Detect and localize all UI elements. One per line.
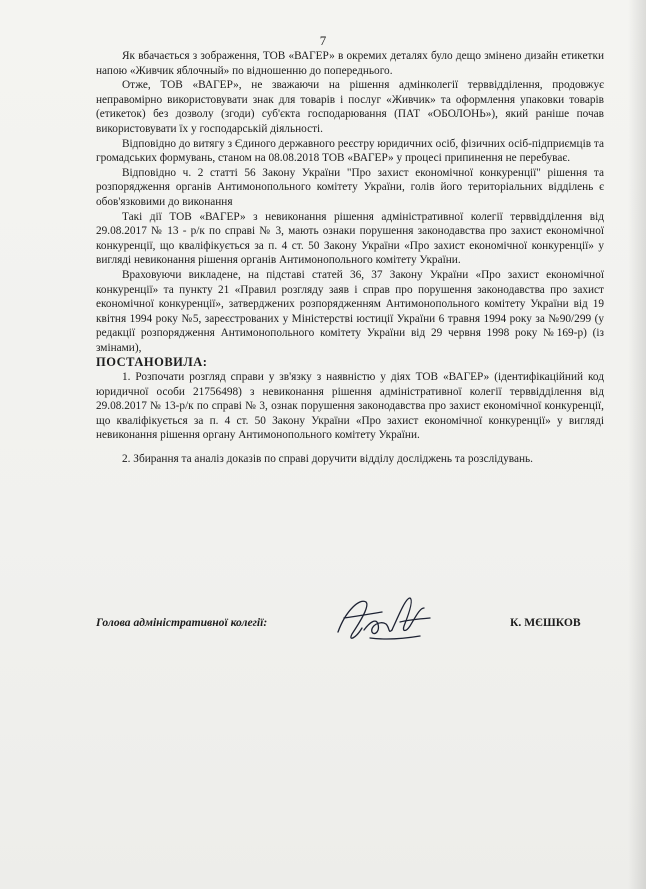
signatory-name: К. МЄШКОВ xyxy=(510,616,581,629)
paragraph: Як вбачається з зображення, ТОВ «ВАГЕР» в окремих деталях було дещо змінено дизайн етикетки напою «Живчик яблочный» по відношенню до попереднього. xyxy=(96,50,604,77)
paragraph: Відповідно до витягу з Єдиного державного реєстру юридичних осіб, фізичних осіб-підприємців та громадських формувань, станом на 08.08.2018 ТОВ «ВАГЕР» у процесі припинення не перебуває. xyxy=(96,137,604,165)
paragraph: Отже, ТОВ «ВАГЕР», не зважаючи на рішення адмінколегії терввідділення, продовжує неправомірно використовувати знак для товарів і послуг «Живчик» та оформлення упаковки товарів (етикеток) без дозволу (згоди) суб'єкта господарювання (ПАТ «ОБОЛОНЬ»), який раніше почав використовувати їх у господарській діяльності. xyxy=(96,79,604,135)
spacer xyxy=(96,443,604,452)
handwritten-signature xyxy=(330,592,440,650)
resolution-heading: ПОСТАНОВИЛА: xyxy=(96,355,208,370)
resolution-item: 1. Розпочати розгляд справи у зв'язку з наявністю у діях ТОВ «ВАГЕР» (ідентифікаційний код юридичної особи 21756498) з невиконання рішення адміністративної колегії терввідділення від 29.08.2017 № 13-р/к по справі № 3, ознак порушення законодавства про захист економічної конкуренції, що кваліфікується за п. 4 ст. 50 Закону України «Про захист економічної конкуренції» у вигляді невиконання рішення органу Антимонопольного комітету України. xyxy=(96,371,604,442)
paragraph: Відповідно ч. 2 статті 56 Закону України "Про захист економічної конкуренції" рішення та розпорядження органів Антимонопольного комітету України, голів його територіальних відділень є обов'язковими до виконання xyxy=(96,166,604,208)
signatory-title: Голова адміністративної колегії: xyxy=(96,616,268,629)
resolution-item: 2. Збирання та аналіз доказів по справі доручити відділу досліджень та розслідувань. xyxy=(122,453,533,466)
page-number: 7 xyxy=(319,33,327,48)
document-body xyxy=(96,49,604,467)
paragraph: Такі дії ТОВ «ВАГЕР» з невиконання рішення адміністративної колегії терввідділення від 29.08.2017 № 13 - р/к по справі № 3, мають ознаки порушення законодавства про захист економічної конкуренції, що кваліфікується за п. 4 ст. 50 Закону України «Про захист економічної конкуренції» у вигляді невиконання рішення органів Антимонопольного комітету України. xyxy=(96,210,604,267)
paragraph: Враховуючи викладене, на підставі статей 36, 37 Закону України «Про захист економічної конкуренції» та пункту 21 «Правил розгляду заяв і справ про порушення законодавства про захист економічної конкуренції», затверджених розпорядженням Антимонопольного комітету України від 19 квітня 1994 року №5, зареєстрованих у Міністерстві юстиції України 6 травня 1994 року за №90/299 (у редакції розпорядження Антимонопольного комітету України від 29 червня 1998 року №169-р) (із змінами), xyxy=(96,268,604,354)
